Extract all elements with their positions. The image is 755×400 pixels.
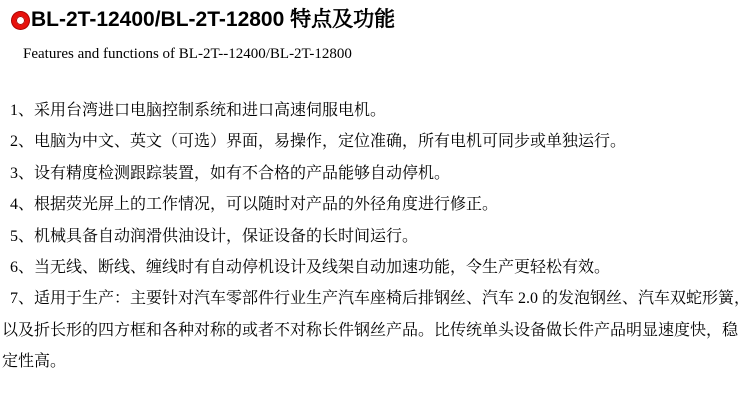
feature-item: 4、根据荧光屏上的工作情况，可以随时对产品的外径角度进行修正。 <box>10 196 499 214</box>
header <box>0 0 755 63</box>
feature-item: 7、适用于生产：主要针对汽车零部件行业生产汽车座椅后排钢丝、汽车 2.0 的发泡钢丝、汽车双蛇形簧，以及折长形的四方框和各种对称的或者不对称长件钢丝产品。比传统单头设备做长件产品明显速度快，稳定性高。 <box>2 290 751 371</box>
feature-item: 6、当无线、断线、缠线时有自动停机设计及线架自动加速功能，令生产更轻松有效。 <box>10 259 611 277</box>
features-list <box>0 95 755 378</box>
feature-item: 2、电脑为中文、英文（可选）界面，易操作，定位准确，所有电机可同步或单独运行。 <box>10 133 627 151</box>
feature-item: 5、机械具备自动润滑供油设计，保证设备的长时间运行。 <box>10 227 419 245</box>
feature-item: 1、采用台湾进口电脑控制系统和进口高速伺服电机。 <box>10 102 387 119</box>
feature-item: 3、设有精度检测跟踪装置，如有不合格的产品能够自动停机。 <box>10 164 451 182</box>
page-subtitle: Features and functions of BL-2T--12400/BL-2T-12800 <box>23 46 352 62</box>
bullseye-icon <box>12 12 29 29</box>
page-title: BL-2T-12400/BL-2T-12800 特点及功能 <box>31 8 396 31</box>
title-row <box>12 7 755 33</box>
